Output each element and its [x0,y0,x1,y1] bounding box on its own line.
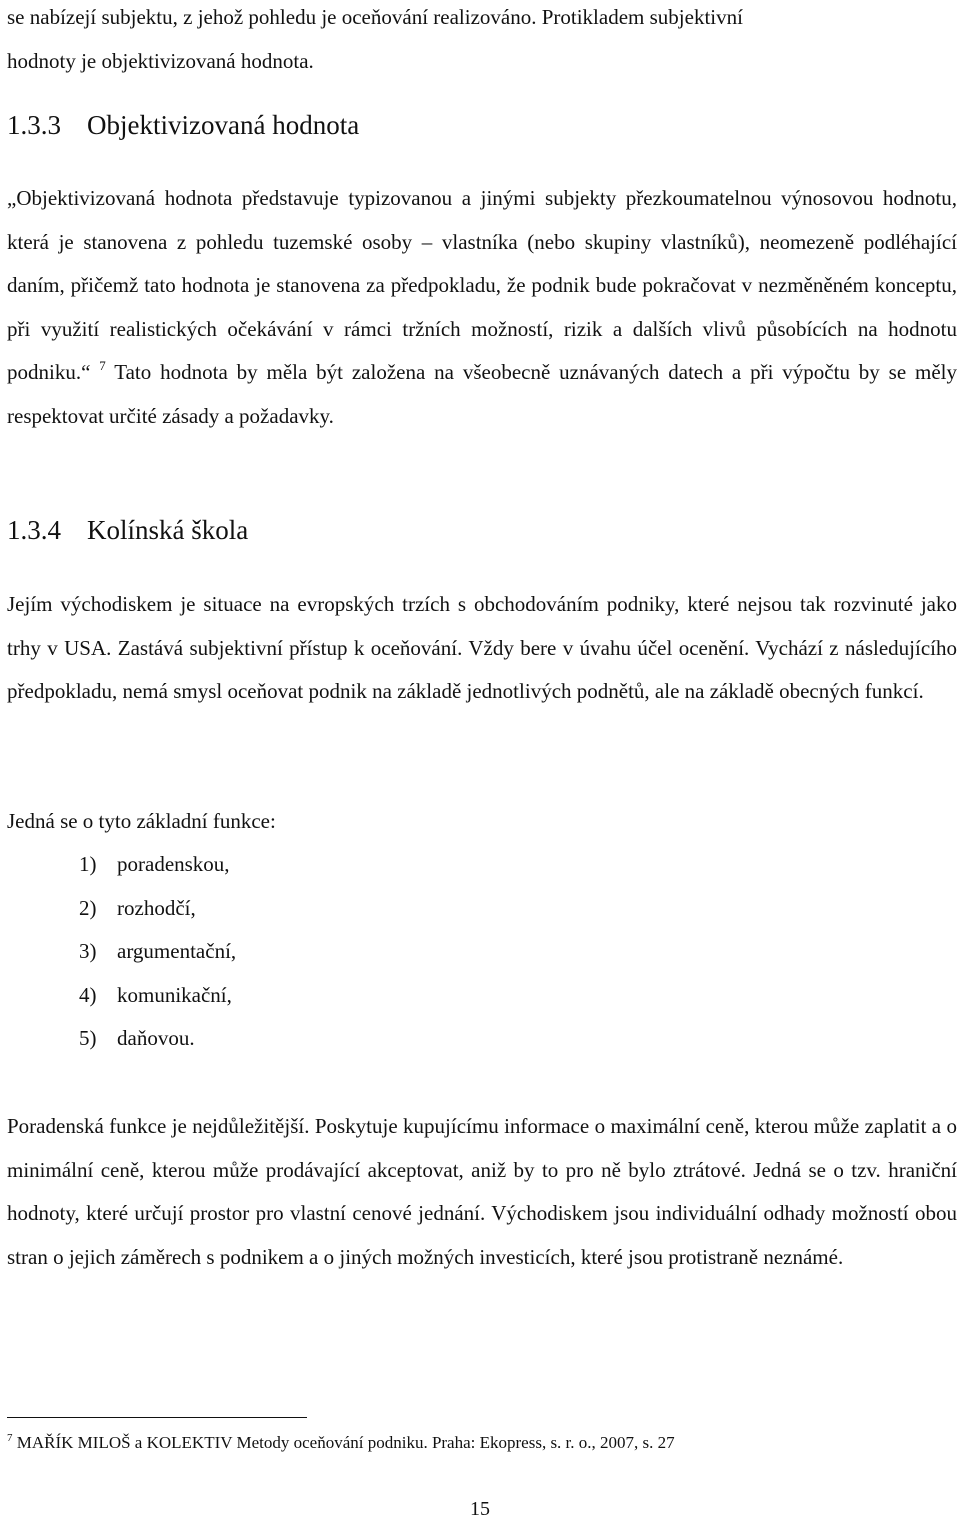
list-item-text: rozhodčí, [117,895,196,920]
footnote-divider [7,1417,307,1418]
section-number: 1.3.3 [7,110,61,140]
section-title: Kolínská škola [87,515,249,545]
footnote-reference: 7 [99,358,106,373]
list-item-number: 4) [79,982,97,1007]
advisory-function-paragraph: Poradenská funkce je nejdůležitější. Poskytuje kupujícímu informace o maximální ceně, kterou může zaplatit a o minimální ceně, kterou může prodávající akceptovat, aniž by to pro ně bylo ztrátové. Jedná se o tzv. hraniční hodnoty, které určují prostor pro vlastní cenové jednání. Východiskem jsou individuální odhady možností obou stran o jejich záměrech s podnikem a o jiných možných investicích, které jsou protistraně neznámé. [7,1114,957,1269]
page-number: 15 [470,1498,490,1520]
cologne-school-paragraph: Jejím východiskem je situace na evropských trzích s obchodováním podniky, které nejsou tak rozvinuté jako trhy v USA. Zastává subjektivní přístup k oceňování. Vždy bere v úvahu účel ocenění. Vychází z následujícího předpokladu, nemá smysl oceňovat podnik na základě jednotlivých podnětů, ale na základě obecných funkcí. [7,592,957,703]
section-heading-1-3-3 [7,108,359,142]
list-item-number: 1) [79,852,97,876]
footnote [7,1431,675,1455]
functions-intro: Jedná se o tyto základní funkce: [7,809,276,833]
section-heading-1-3-4 [7,513,248,547]
list-item-number: 2) [79,895,97,920]
section-title: Objektivizovaná hodnota [87,110,360,140]
list-item [79,843,236,887]
intro-line-1: se nabízejí subjektu, z jehož pohledu je oceňování realizováno. Protikladem subjektivní [7,5,743,29]
objectivized-value-paragraph [7,177,957,438]
list-item-number: 5) [79,1026,97,1050]
footnote-text: MAŘÍK MILOŠ a KOLEKTIV Metody oceňování podniku. Praha: Ekopress, s. r. o., 2007, s. 27 [16,1433,675,1452]
list-item-number: 3) [79,939,97,963]
list-item-text: daňovou. [117,1026,195,1050]
list-item [79,887,236,931]
intro-line-2: hodnoty je objektivizovaná hodnota. [7,48,314,73]
list-item [79,1017,236,1061]
quoted-definition: „Objektivizovaná hodnota představuje typizovanou a jinými subjekty přezkoumatelnou výnosovou hodnotu, která je stanovena z pohledu tuzemské osoby – vlastníka (nebo skupiny vlastníků), neomezeně podléhající daním, přičemž tato hodnota je stanovena za předpokladu, že podnik bude pokračovat v nezměněném konceptu, při využití realistických očekávání v rámci tržních možností, rizik a dalších vlivů působících na hodnotu podniku.“ [7,186,957,384]
functions-list [79,843,236,1061]
list-item [79,974,236,1018]
footnote-number: 7 [7,1432,13,1444]
paragraph-continuation: Tato hodnota by měla být založena na všeobecně uznávaných datech a při výpočtu by se měly respektovat určité zásady a požadavky. [7,360,957,428]
section-number: 1.3.4 [7,515,61,545]
list-item-text: argumentační, [117,939,237,963]
list-item-text: komunikační, [117,982,232,1007]
intro-paragraph [7,0,957,83]
list-item-text: poradenskou, [117,852,230,876]
list-item [79,930,236,974]
